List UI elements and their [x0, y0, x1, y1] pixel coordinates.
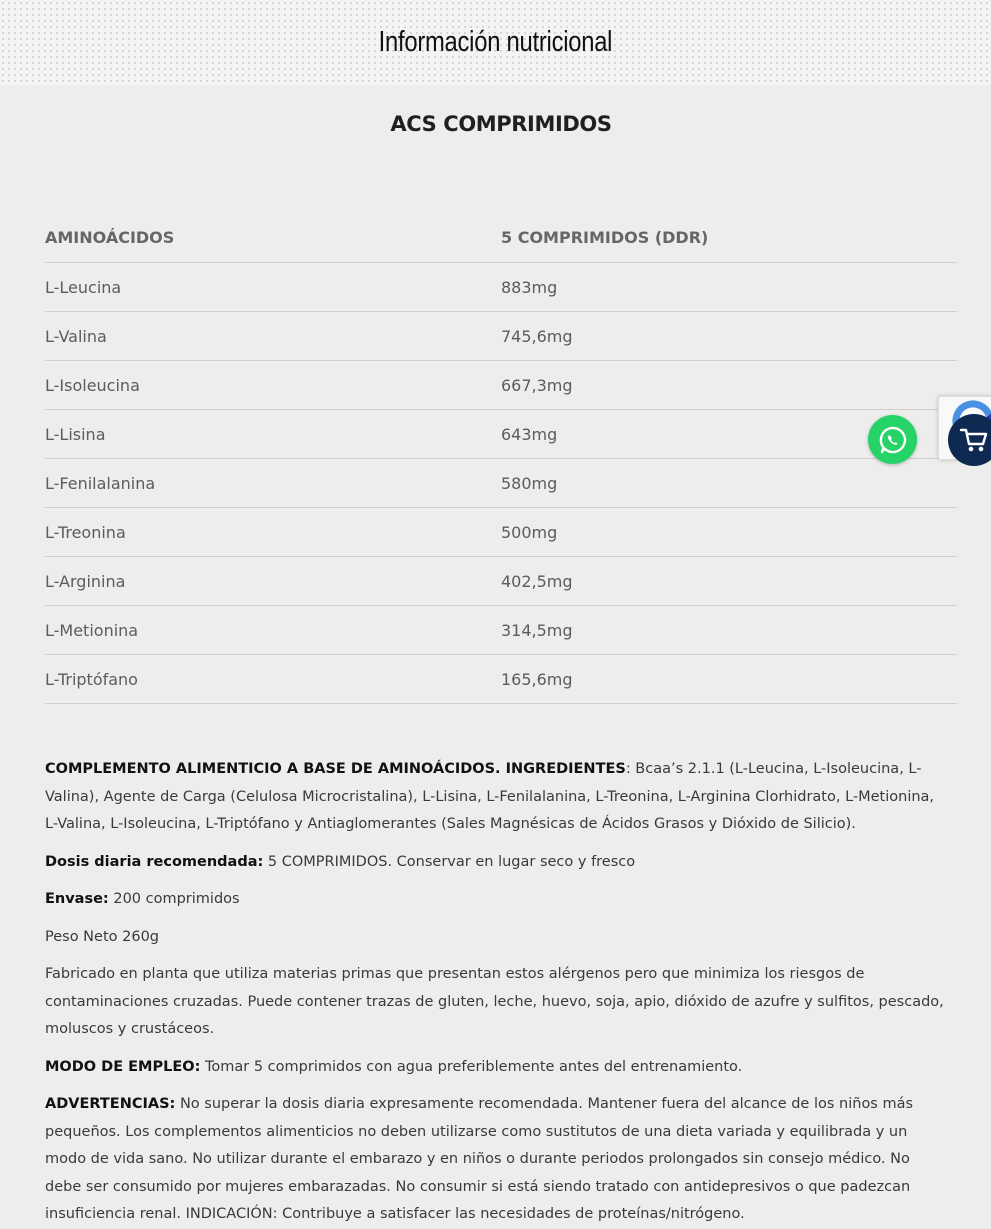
aminoacid-amount: 165,6mg: [501, 655, 957, 704]
allergens-paragraph: Fabricado en planta que utiliza materias primas que presentan estos alérgenos pero que minimiza los riesgos de contaminaciones cruzadas. Puede contener trazas de gluten, leche, huevo, soja, apio, dióxido de azufre y sulfitos, pescado, moluscos y crustáceos.: [45, 966, 944, 1037]
aminoacid-amount: 402,5mg: [501, 557, 957, 606]
cart-icon: [959, 426, 989, 454]
aminoacid-name: L-Triptófano: [45, 655, 501, 704]
table-row: [45, 361, 957, 410]
usage-label: MODO DE EMPLEO:: [45, 1058, 201, 1075]
dose-paragraph: [45, 849, 950, 877]
product-info: [45, 756, 950, 1229]
amino-acid-table: [45, 212, 957, 704]
table-header-row: [45, 212, 957, 263]
section-title: Información nutricional: [378, 26, 613, 58]
table-row: [45, 263, 957, 312]
ingredients-text: : Bcaa’s 2.1.1 (L-Leucina, L-Isoleucina, L-Valina), Agente de Carga (Celulosa Microcristalina), L-Lisina, L-Fenilalanina, L-Treonina, L-Arginina Clorhidrato, L-Metionina, L-Valina, L-Isoleucina, L-Triptófano y Antiaglomerantes (Sales Magnésicas de Ácidos Grasos y Dióxido de Silicio).: [45, 761, 935, 832]
table-row: [45, 606, 957, 655]
section-banner: [0, 0, 991, 85]
warnings-text: No superar la dosis diaria expresamente recomendada. Mantener fuera del alcance de los niños más pequeños. Los complementos alimenticios no deben utilizarse como sustitutos de una dieta variada y equilibrada y un modo de vida sano. No utilizar durante el embarazo y en niños o durante periodos prolongados sin consejo médico. No debe ser consumido por mujeres embarazadas. No consumir si está siendo tratado con antidepresivos o que padezcan insuficiencia renal. INDICACIÓN: Contribuye a satisfacer las necesidades de proteínas/nitrógeno.: [45, 1096, 914, 1222]
aminoacid-amount: 314,5mg: [501, 606, 957, 655]
dose-label: Dosis diaria recomendada:: [45, 853, 264, 870]
table-row: [45, 410, 957, 459]
table-row: [45, 655, 957, 704]
usage-paragraph: [45, 1054, 950, 1082]
package-label: Envase:: [45, 891, 109, 907]
package-paragraph: [45, 886, 950, 914]
whatsapp-button[interactable]: [868, 415, 917, 464]
package-text: 200 comprimidos: [108, 891, 240, 907]
aminoacid-name: L-Metionina: [45, 606, 501, 655]
aminoacid-amount: 745,6mg: [501, 312, 957, 361]
usage-text: Tomar 5 comprimidos con agua preferiblemente antes del entrenamiento.: [200, 1058, 743, 1075]
aminoacid-name: L-Valina: [45, 312, 501, 361]
table-row: [45, 459, 957, 508]
dose-text: 5 COMPRIMIDOS. Conservar en lugar seco y fresco: [263, 853, 636, 870]
aminoacid-name: L-Fenilalanina: [45, 459, 501, 508]
ingredients-paragraph: [45, 756, 950, 839]
aminoacid-name: L-Lisina: [45, 410, 501, 459]
aminoacid-name: L-Leucina: [45, 263, 501, 312]
warnings-label: ADVERTENCIAS:: [45, 1096, 176, 1112]
column-header-aminoacids: AMINOÁCIDOS: [45, 212, 501, 263]
table-row: [45, 557, 957, 606]
product-title: ACS COMPRIMIDOS: [390, 112, 612, 136]
aminoacid-amount: 883mg: [501, 263, 957, 312]
aminoacid-amount: 667,3mg: [501, 361, 957, 410]
ingredients-label: COMPLEMENTO ALIMENTICIO A BASE DE AMINOÁCIDOS. INGREDIENTES: [45, 761, 626, 777]
column-header-dose: 5 COMPRIMIDOS (DDR): [501, 212, 957, 263]
main-content: [0, 85, 991, 1229]
aminoacid-amount: 500mg: [501, 508, 957, 557]
table-row: [45, 312, 957, 361]
aminoacid-name: L-Arginina: [45, 557, 501, 606]
whatsapp-icon: [877, 424, 909, 456]
net-weight: Peso Neto 260g: [45, 928, 159, 945]
cart-button[interactable]: [948, 414, 991, 466]
aminoacid-amount: 580mg: [501, 459, 957, 508]
aminoacid-name: L-Isoleucina: [45, 361, 501, 410]
aminoacid-name: L-Treonina: [45, 508, 501, 557]
warnings-paragraph: [45, 1091, 950, 1229]
aminoacid-amount: 643mg: [501, 410, 957, 459]
table-row: [45, 508, 957, 557]
